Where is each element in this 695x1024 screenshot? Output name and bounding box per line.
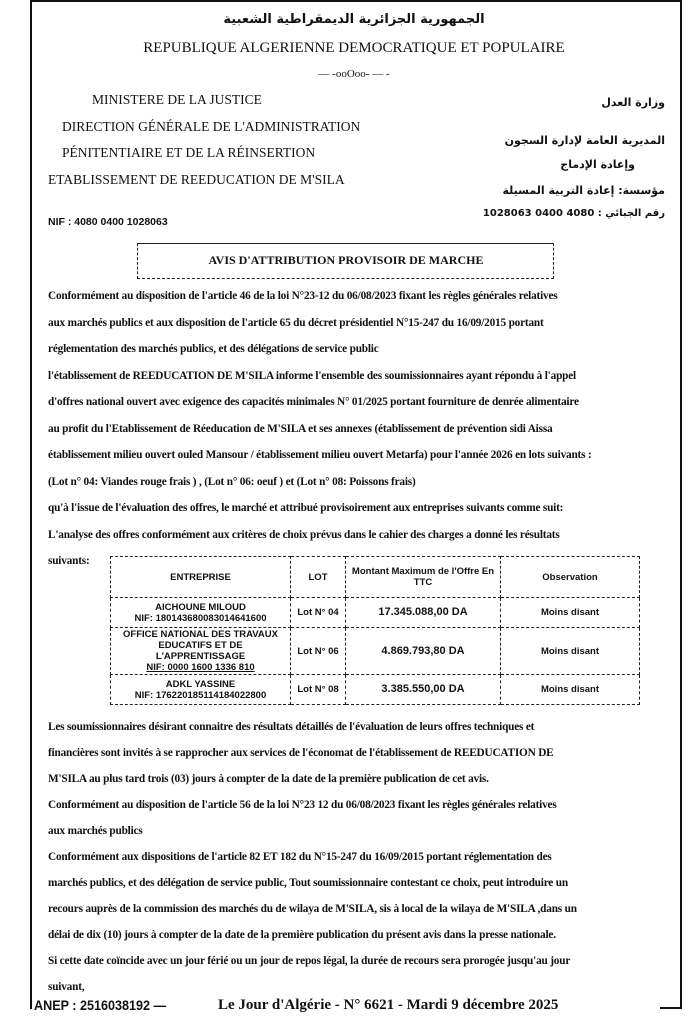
table-row: [111, 675, 640, 705]
arabic-establishment: مؤسسة: إعادة التربية المسيلة: [502, 184, 665, 197]
notice-title: AVIS D'ATTRIBUTION PROVISOIR DE MARCHE: [208, 253, 484, 267]
text-line: recours auprès de la commission des marchés du de wilaya de M'SILA, sis à local de la wilaya de M'SILA ,dans un: [48, 903, 577, 915]
table-row: [111, 598, 640, 628]
text-line: réglementation des marchés publics, et des délégations de service public: [48, 343, 379, 355]
text-line: suivant,: [48, 981, 85, 993]
frame-corner: [660, 1007, 680, 1009]
text-line: marchés publics, et des délégation de service public, Tout soumissionnaire contestant ce choix, peut introduire un: [48, 877, 568, 889]
arabic-direction: المديرية العامة لإدارة السجون: [504, 134, 665, 147]
company-nif: NIF: 180143680083014641600: [134, 612, 267, 624]
nif: NIF : 4080 0400 1028063: [48, 216, 168, 228]
lot: Lot N° 06: [291, 628, 346, 675]
observation: Moins disant: [501, 628, 640, 675]
text-line: délai de dix (10) jours à compter de la date de la première publication du présent avis dans la presse nationale.: [48, 929, 556, 941]
col-entreprise: ENTREPRISE: [111, 557, 291, 598]
text-line: aux marchés publics et aux disposition de l'article 65 du décret présidentiel N°15-247 du 16/09/2015 portant: [48, 316, 544, 329]
text-line: suivants:: [48, 555, 90, 567]
arabic-reinsertion: وإعادة الإدماج: [560, 158, 635, 171]
col-lot: LOT: [291, 557, 346, 598]
amount: 17.345.088,00 DA: [346, 598, 501, 628]
amount: 3.385.550,00 DA: [346, 675, 501, 705]
text-line: Les soumissionnaires désirant connaitre des résultats détaillés de l'évaluation de leurs offres techniques et: [48, 721, 535, 733]
text-line: Conformément au disposition de l'article 46 de la loi N°23-12 du 06/08/2023 fixant les règles générales relatives: [48, 290, 558, 302]
text-line: établissement milieu ouvert ouled Mansour / établissement milieu ouvert Metarfa) pour l'année 2026 en lots suivants :: [48, 449, 592, 461]
results-table: [110, 556, 640, 705]
arabic-ministry: وزارة العدل: [601, 96, 665, 109]
company-name: AICHOUNE MILOUD: [155, 601, 246, 613]
text-line: l'établissement de REEDUCATION DE M'SILA informe l'ensemble des soumissionnaires ayant répondu à l'appel: [48, 369, 576, 382]
text-line: M'SILA au plus tard trois (03) jours à compter de la date de la première publication de cet avis.: [48, 773, 489, 785]
republic-title: REPUBLIQUE ALGERIENNE DEMOCRATIQUE ET POPULAIRE: [143, 40, 565, 56]
col-amount: Montant Maximum de l'Offre En TTC: [346, 557, 501, 598]
direction-line: DIRECTION GÉNÉRALE DE L'ADMINISTRATION: [62, 119, 361, 134]
lot: Lot N° 08: [291, 675, 346, 705]
company-nif: NIF: 176220185114184022800: [134, 689, 267, 701]
text-line: d'offres national ouvert avec exigence des capacités minimales N° 01/2025 portant fourniture de denrée alimentaire: [48, 396, 579, 408]
col-observation: Observation: [501, 557, 640, 598]
arabic-nif: رقم الجبائي : 4080 0400 1028063: [482, 208, 665, 219]
company-name: ADKL YASSINE: [165, 678, 236, 690]
text-line: (Lot n° 04: Viandes rouge frais ) , (Lot n° 06: oeuf ) et (Lot n° 08: Poissons frais): [48, 475, 416, 488]
text-line: L'analyse des offres conformément aux critères de choix prévus dans le cahier des charges a donné les résultats: [48, 528, 560, 541]
separator: — -ooOoo- — -: [318, 68, 390, 80]
text-line: Conformément au disposition de l'article 56 de la loi N°23 12 du 06/08/2023 fixant les règles générales relatives: [48, 799, 557, 811]
establishment-line: ETABLISSEMENT DE REEDUCATION DE M'SILA: [48, 172, 345, 187]
text-line: au profit du l'Etablissement de Réeducation de M'SILA et ses annexes (établissement de prévention sidi Aissa: [48, 422, 553, 435]
observation: Moins disant: [501, 598, 640, 628]
amount: 4.869.793,80 DA: [346, 628, 501, 675]
lot: Lot N° 04: [291, 598, 346, 628]
text-line: Si cette date coïncide avec un jour férié ou un jour de repos légal, la durée de recours sera prorogée jusqu'au jour: [48, 955, 571, 967]
ministry-line: MINISTERE DE LA JUSTICE: [92, 92, 262, 107]
company-name: OFFICE NATIONAL DES TRAVAUX EDUCATIFS ET DE L'APPRENTISSAGE: [123, 629, 278, 662]
arabic-title: الجمهورية الجزائرية الديمقراطية الشعبية: [223, 12, 485, 27]
table-header-row: [111, 557, 640, 598]
text-line: financières sont invités à se rapprocher aux services de l'économat de l'établissement de REEDUCATION DE: [48, 747, 554, 759]
text-line: aux marchés publics: [48, 825, 143, 837]
company-nif: NIF: 0000 1600 1336 810: [146, 662, 255, 673]
publication-info: Le Jour d'Algérie - N° 6621 - Mardi 9 décembre 2025: [218, 997, 559, 1013]
text-line: Conformément aux dispositions de l'article 82 ET 182 du N°15-247 du 16/09/2015 portant réglementation des: [48, 851, 552, 863]
text-line: qu'à l'issue de l'évaluation des offres, le marché et attribué provisoirement aux entreprises suivants comme suit:: [48, 502, 564, 514]
anep-reference: ANEP : 2516038192 —: [34, 997, 167, 1013]
observation: Moins disant: [501, 675, 640, 705]
penitentiary-line: PÉNITENTIAIRE ET DE LA RÉINSERTION: [62, 145, 316, 160]
table-row: [111, 628, 640, 675]
